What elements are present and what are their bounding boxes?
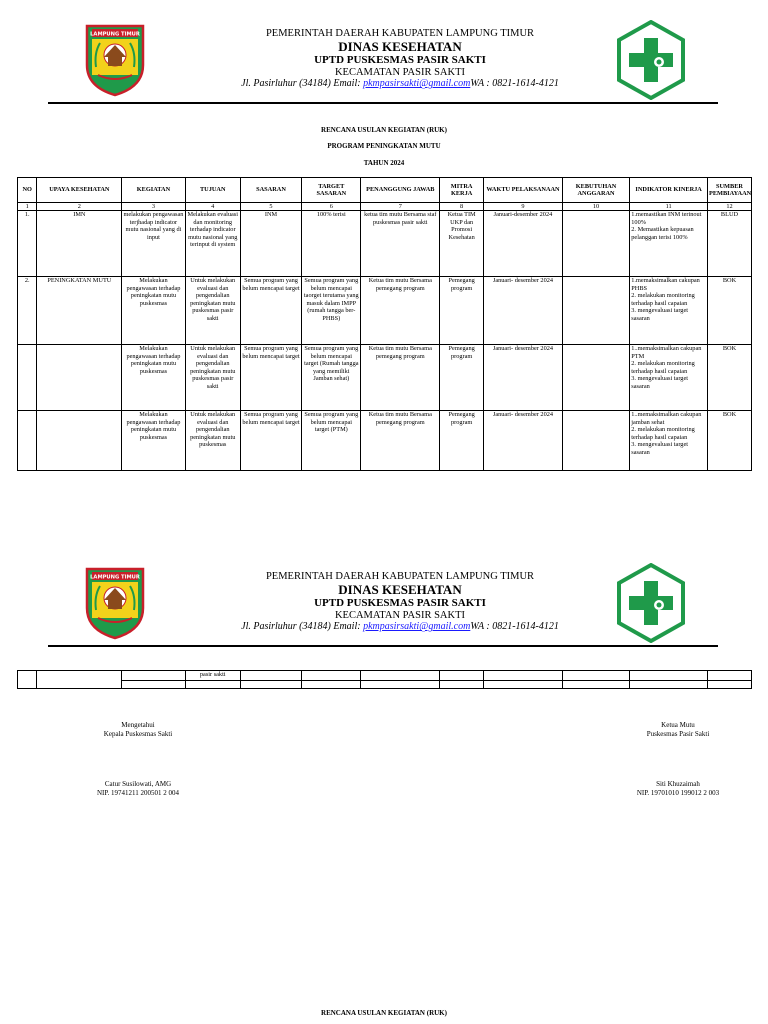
cell-no: 2. [18,277,37,345]
wa-text: WA : 0821-1614-4121 [470,78,559,90]
unit-name: UPTD PUSKESMAS PASIR SAKTI [314,54,486,67]
cell-kegiatan [122,671,185,681]
cell-upaya [37,411,122,471]
signature-label: Ketua Mutu [661,721,695,729]
agency-name: DINAS KESEHATAN [338,38,462,54]
cell-anggaran [562,277,629,345]
cell-indikator: 1.memaksimalkan cakupan PHBS 2. melakukan monitoring terhadap hasil capaian 3. mengevaluasi target sasaran [630,277,708,345]
cell-no [18,411,37,471]
cell-kegiatan: Melakukan pengawasan terhadap peningkatan mutu puskesmas [122,411,185,471]
signature-left-heading [78,721,198,739]
cell-target: 100% terisi [302,211,361,277]
cell-no: 1. [18,211,37,277]
address-text: Jl. Pasirluhur (34184) Email: [241,78,364,90]
cell-target: Semua program yang belum mencapai taorget terutama yang masuk dalam IMPP (rumah tangga ber-PHBS) [302,277,361,345]
coat-of-arms-icon [84,23,146,97]
signature-right-name [620,780,736,798]
cell-anggaran [562,671,629,681]
column-number: 1 [18,203,37,211]
program-title: PROGRAM PENINGKATAN MUTU [327,142,441,150]
signature-label: Mengetahui [121,721,155,729]
coat-of-arms-icon [84,566,146,640]
government-name: PEMERINTAH DAERAH KABUPATEN LAMPUNG TIMUR [265,28,535,39]
column-number: 10 [562,203,629,211]
header-cell: NO [18,178,37,203]
cell-upaya [37,345,122,411]
cell-indikator: 1..memaksimalkan cakupan PTM 2. melakukan monitoring terhadap hasil capaian 3. mengevaluasi target sasaran [630,345,708,411]
table-row [18,681,752,689]
signatory-nip: NIP. 19701010 199012 2 003 [636,788,720,797]
header-cell: WAKTU PELAKSANAAN [484,178,563,203]
cell-penanggung-jawab: Ketua tim mutu Bersama pemegang program [361,345,440,411]
column-number: 2 [37,203,122,211]
cell-mitra [440,671,484,681]
table-row [18,211,752,277]
signature-role: Kepala Puskesmas Sakti [103,729,173,738]
cell-indikator: 1.memastikan INM terinout 100% 2. Memastikan kepuasan pelanggan terisi 100% [630,211,708,277]
signature-left-name [78,780,198,798]
signature-right-heading [620,721,736,739]
email-link[interactable]: pkmpasirsakti@gmail.com [363,78,471,90]
cell-target: Semua program yang belum mencapai target (Rumah tangga yang memiliki Jamban sehat) [302,345,361,411]
cell-upaya [37,671,122,689]
column-number: 3 [122,203,185,211]
cell-target [302,681,361,689]
cell-sasaran: Semua program yang belum mencapai target [240,345,301,411]
cell-target: Semua program yang belum mencapai target (PTM) [302,411,361,471]
letterhead [0,563,768,655]
cell-mitra: Ketua TIM UKP dan Promosi Kesehatan [440,211,484,277]
letterhead-divider [48,645,718,647]
email-link[interactable]: pkmpasirsakti@gmail.com [363,621,471,633]
signatory-name: Catur Susilowati, AMG [104,780,172,788]
header-cell: TUJUAN [185,178,240,203]
cell-sumber [707,671,751,681]
svg-text:LAMPUNG TIMUR: LAMPUNG TIMUR [90,31,140,38]
letterhead-text [180,571,620,633]
cell-waktu [484,681,563,689]
column-number: 9 [484,203,563,211]
agency-name: DINAS KESEHATAN [338,581,462,597]
header-cell: TARGET SASARAN [302,178,361,203]
column-number: 11 [630,203,708,211]
cell-tujuan: Untuk melakukan evaluasi dan pengendalian peningkatan mutu puskesmas pasir sakti [185,277,240,345]
cell-sumber: BOK [707,411,751,471]
document-title: RENCANA USULAN KEGIATAN (RUK) [321,126,447,134]
svg-text:LAMPUNG TIMUR: LAMPUNG TIMUR [90,574,140,581]
header-cell: UPAYA KESEHATAN [37,178,122,203]
letterhead [0,20,768,112]
cell-tujuan: pasir sakti [185,671,240,681]
cell-kegiatan: Melakukan pengawasan terhadap peningkatan mutu puskesmas [122,277,185,345]
cell-tujuan: Untuk melakukan evaluasi dan pengendalian peningkatan mutu puskesmas [185,411,240,471]
cell-penanggung-jawab: Ketua tim mutu Bersama pemegang program [361,411,440,471]
table-row [18,671,752,681]
cell-kegiatan: melakukan pengawasan terjhadap indicator mutu nasional yang di input [122,211,185,277]
column-number: 5 [240,203,301,211]
health-cross-icon [615,563,687,643]
cell-tujuan: Melakukan evaluasi dan monitoring terhadap indicator mutu nasional yang terinput di system [185,211,240,277]
cell-target [302,671,361,681]
header-cell: PENANGGUNG JAWAB [361,178,440,203]
cell-upaya: IMN [37,211,122,277]
cell-mitra: Pemegang program [440,345,484,411]
column-number: 4 [185,203,240,211]
government-name: PEMERINTAH DAERAH KABUPATEN LAMPUNG TIMUR [265,571,535,582]
cell-mitra: Pemegang program [440,277,484,345]
cell-sumber: BLUD [707,211,751,277]
letterhead-text [180,28,620,90]
cell-sumber [707,681,751,689]
wa-text: WA : 0821-1614-4121 [470,621,559,633]
header-cell: SASARAN [240,178,301,203]
cell-tujuan [185,681,240,689]
district-name: KECAMATAN PASIR SAKTI [334,609,466,621]
cell-kegiatan: Melakukan pengawasan terhadap peningkatan mutu puskesmas [122,345,185,411]
cell-penanggung-jawab [361,671,440,681]
cell-sumber: BOK [707,345,751,411]
cell-sasaran [240,671,301,681]
header-cell: SUMBER PEMBIAYAAN [707,178,751,203]
cell-anggaran [562,345,629,411]
header-cell: KEGIATAN [122,178,185,203]
cell-anggaran [562,211,629,277]
cell-tujuan: Untuk melakukan evaluasi dan pengendalian peningkatan mutu puskesmas pasir sakti [185,345,240,411]
cell-waktu [484,671,563,681]
next-page-title: RENCANA USULAN KEGIATAN (RUK) [321,1009,447,1017]
year-title: TAHUN 2024 [363,159,405,167]
table-row [18,411,752,471]
cell-upaya: PENINGKATAN MUTU [37,277,122,345]
table-row [18,345,752,411]
ruk-table-continuation [17,670,752,689]
column-number: 8 [440,203,484,211]
ruk-table [17,177,752,471]
health-cross-icon [615,20,687,100]
header-cell: INDIKATOR KINERJA [630,178,708,203]
cell-mitra: Pemegang program [440,411,484,471]
cell-no [18,671,37,689]
cell-sasaran: Semua program yang belum mencapai target [240,411,301,471]
cell-waktu: Januari- desember 2024 [484,345,563,411]
cell-anggaran [562,411,629,471]
cell-sasaran: INM [240,211,301,277]
column-number: 6 [302,203,361,211]
cell-sasaran: Semua program yang belum mencapai target [240,277,301,345]
cell-sasaran [240,681,301,689]
column-number: 7 [361,203,440,211]
column-number-row [18,203,752,211]
cell-penanggung-jawab [361,681,440,689]
cell-anggaran [562,681,629,689]
table-row [18,277,752,345]
signature-role: Puskesmas Pasir Sakti [646,729,710,738]
cell-no [18,345,37,411]
unit-name: UPTD PUSKESMAS PASIR SAKTI [314,597,486,610]
column-number: 12 [707,203,751,211]
cell-indikator [630,671,708,681]
cell-kegiatan [122,681,185,689]
letterhead-divider [48,102,718,104]
signatory-nip: NIP. 19741211 200501 2 004 [97,788,179,797]
cell-indikator: 1..memaksimalkan cakupan jamban sehat 2. melakukan monitoring terhadap hasil capaian 3. mengevaluasi target sasaran [630,411,708,471]
cell-waktu: Januari- desember 2024 [484,277,563,345]
cell-mitra [440,681,484,689]
cell-sumber: BOK [707,277,751,345]
address-text: Jl. Pasirluhur (34184) Email: [241,621,364,633]
district-name: KECAMATAN PASIR SAKTI [334,66,466,78]
cell-indikator [630,681,708,689]
header-row [18,178,752,203]
cell-penanggung-jawab: Ketua tim mutu Bersama pemegang program [361,277,440,345]
contact-line [180,621,620,632]
cell-waktu: Januari- desember 2024 [484,411,563,471]
header-cell: KEBUTUHAN ANGGARAN [562,178,629,203]
contact-line [180,78,620,89]
header-cell: MITRA KERJA [440,178,484,203]
signatory-name: Siti Khuzaimah [656,780,700,788]
cell-waktu: Januari-desember 2024 [484,211,563,277]
cell-penanggung-jawab: ketua tim mutu Bersama staf puskesmas pasir sakti [361,211,440,277]
